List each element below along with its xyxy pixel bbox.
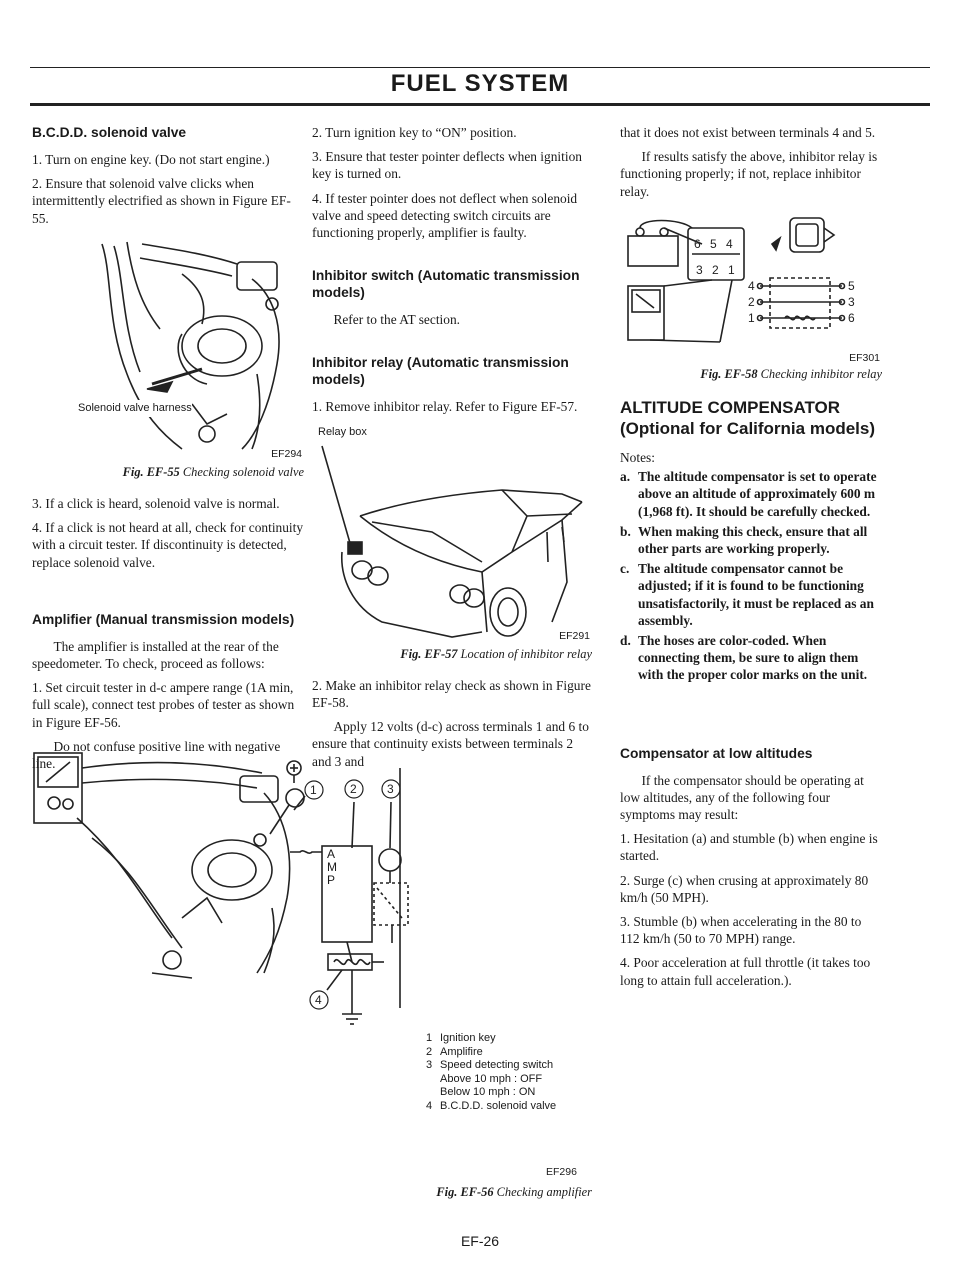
fig55-caption-text: Checking solenoid valve [182,464,304,479]
compensator-low-altitudes-heading: Compensator at low altitudes [620,745,813,761]
fig57-caption-text: Location of inhibitor relay [460,646,592,661]
fig56-caption [330,1185,592,1200]
compensator-symptom-1: 1. Hesitation (a) and stumble (b) when engine is started. [620,831,878,864]
fig56-callout-4: 4 [315,993,322,1007]
car-relay-location-illustration [312,432,592,644]
altitude-compensator-heading: ALTITUDE COMPENSATOR (Optional for California models) [620,398,876,439]
compensator-symptom-4: 4. Poor acceleration at full throttle (it takes too long to attain full acceleration.). [620,955,871,988]
fig56-legend-row: 4 B.C.D.D. solenoid valve [426,1099,557,1112]
notes-label: Notes: [620,450,655,466]
fig57-label: Relay box [318,424,367,441]
relay-terminal-2: 2 [712,262,719,277]
fig56-legend-row: Below 10 mph : ON [440,1086,536,1098]
inhibitor-switch-heading: Inhibitor switch (Automatic transmission models) [312,268,580,301]
fig55-label: Solenoid valve harness [78,400,192,417]
fig55-caption-num: Fig. EF-55 [122,464,180,479]
solenoid-valve-illustration [32,234,304,462]
inhibitor-relay-p4: that it does not exist between terminals 4 and 5. [620,125,876,140]
amplifier-p3: Do not confuse positive line with negative line. [32,738,281,772]
amplifier-step-3: 3. Ensure that tester pointer deflects when ignition key is turned on. [312,149,582,182]
relay-terminal-1: 1 [728,262,735,277]
note-item: c. The altitude compensator cannot be adjusted; if it is found to be functioning unsatisfactorily, it must be replaced as an assembly. [620,561,874,628]
fig57-code: EF291 [559,629,590,642]
fig55-code: EF294 [271,447,302,460]
fig56-caption-text: Checking amplifier [496,1185,592,1199]
figure-ef56-illustration [32,748,592,1188]
fig58-caption [620,366,882,383]
page-title: FUEL SYSTEM [390,70,570,97]
note-item: a. The altitude compensator is set to operate above an altitude of approximately 600 m (1,968 ft). It should be carefully checked. [620,469,877,519]
bcdd-step-4: 4. If a click is not heard at all, check for continuity with a circuit tester. If discontinuity is detected, replace solenoid valve. [32,520,304,570]
amplifier-p2: 1. Set circuit tester in d-c ampere range (1A min, full scale), connect test probes of tester as shown in Figure EF-56. [32,680,295,730]
page-number: EF-26 [460,1233,500,1249]
bcdd-step-1: 1. Turn on engine key. (Do not start engine.) [32,152,270,167]
compensator-p1: If the compensator should be operating at low altitudes, any of the following four symptoms may result: [620,772,864,823]
note-item: d. The hoses are color-coded. When connecting them, be sure to align them with the proper color marks on the unit. [620,633,868,683]
column-middle [312,124,592,777]
fig56-callout-2: 2 [350,782,357,796]
amplifier-step-4: 4. If tester pointer does not deflect when solenoid valve and speed detecting switch circuits are functioning properly, amplifier is faulty. [312,190,578,241]
fig58-caption-text: Checking inhibitor relay [760,366,882,381]
relay-terminal-4: 4 [726,236,733,251]
inhibitor-relay-p5: If results satisfy the above, inhibitor relay is functioning properly; if not, replace inhibitor relay. [620,149,878,199]
amplifier-p1: The amplifier is installed at the rear of the speedometer. To check, proceed as follows: [32,638,279,672]
fig56-callout-3: 3 [387,782,394,796]
fig58-code: EF301 [849,351,880,364]
relay-pin-left-1: 1 [748,310,755,325]
figure-ef57 [312,425,592,644]
column-left [32,124,304,779]
bcdd-step-3: 3. If a click is heard, solenoid valve is normal. [32,496,280,512]
compensator-symptom-3: 3. Stumble (b) when accelerating in the 80 to 112 km/h (50 to 70 MPH) range. [620,914,862,947]
relay-terminal-6: 6 [694,236,701,251]
fig56-legend-row: 1 Ignition key [426,1032,496,1044]
figure-ef58 [620,214,882,364]
inhibitor-relay-p3: Apply 12 volts (d-c) across terminals 1 and 6 to ensure that continuity exists between terminals 2 and 3 and [312,719,589,769]
relay-pin-right-6: 6 [848,310,855,325]
inhibitor-relay-p2: 2. Make an inhibitor relay check as shown in Figure EF-58. [312,677,591,711]
fig55-caption [32,464,304,481]
header-top-rule [30,67,930,68]
inhibitor-switch-text: Refer to the AT section. [333,312,460,328]
header-bottom-rule [30,103,930,106]
fig56-code: EF296 [546,1166,577,1178]
amplifier-heading: Amplifier (Manual transmission models) [32,611,295,627]
notes-list [620,468,882,683]
relay-terminal-3: 3 [696,262,703,277]
fig57-caption-num: Fig. EF-57 [400,646,458,661]
fig58-caption-num: Fig. EF-58 [700,366,758,381]
amplifier-step-2: 2. Turn ignition key to “ON” position. [312,125,517,140]
relay-pin-left-2: 2 [748,294,755,309]
column-right [620,124,882,996]
fig56-amp-label: AMP [327,847,337,887]
fig57-caption [312,646,592,663]
relay-pin-right-5: 5 [848,278,855,293]
compensator-symptom-2: 2. Surge (c) when crusing at approximately 80 km/h (50 MPH). [620,872,869,905]
note-item: b. When making this check, ensure that all other parts are working properly. [620,523,868,557]
figure-ef55 [32,234,304,462]
fig56-caption-num: Fig. EF-56 [436,1185,494,1199]
relay-terminal-5: 5 [710,236,717,251]
bcdd-heading: B.C.D.D. solenoid valve [32,125,187,140]
inhibitor-relay-heading: Inhibitor relay (Automatic transmission models) [312,355,569,388]
relay-pin-right-3: 3 [848,294,855,309]
inhibitor-relay-p1: 1. Remove inhibitor relay. Refer to Figure EF-57. [312,399,578,415]
fig56-legend-row: 2 Amplifire [426,1045,483,1058]
fig56-callout-1: 1 [310,783,317,797]
fig56-legend-row: 3 Speed detecting switch [426,1059,554,1071]
inhibitor-relay-circuit-illustration [620,214,882,364]
relay-pin-left-4: 4 [748,278,755,293]
fig56-legend-row: Above 10 mph : OFF [440,1072,543,1085]
fig56-legend [426,1032,556,1113]
bcdd-step-2: 2. Ensure that solenoid valve clicks when intermittently electrified as shown in Figure EF-55. [32,176,291,226]
